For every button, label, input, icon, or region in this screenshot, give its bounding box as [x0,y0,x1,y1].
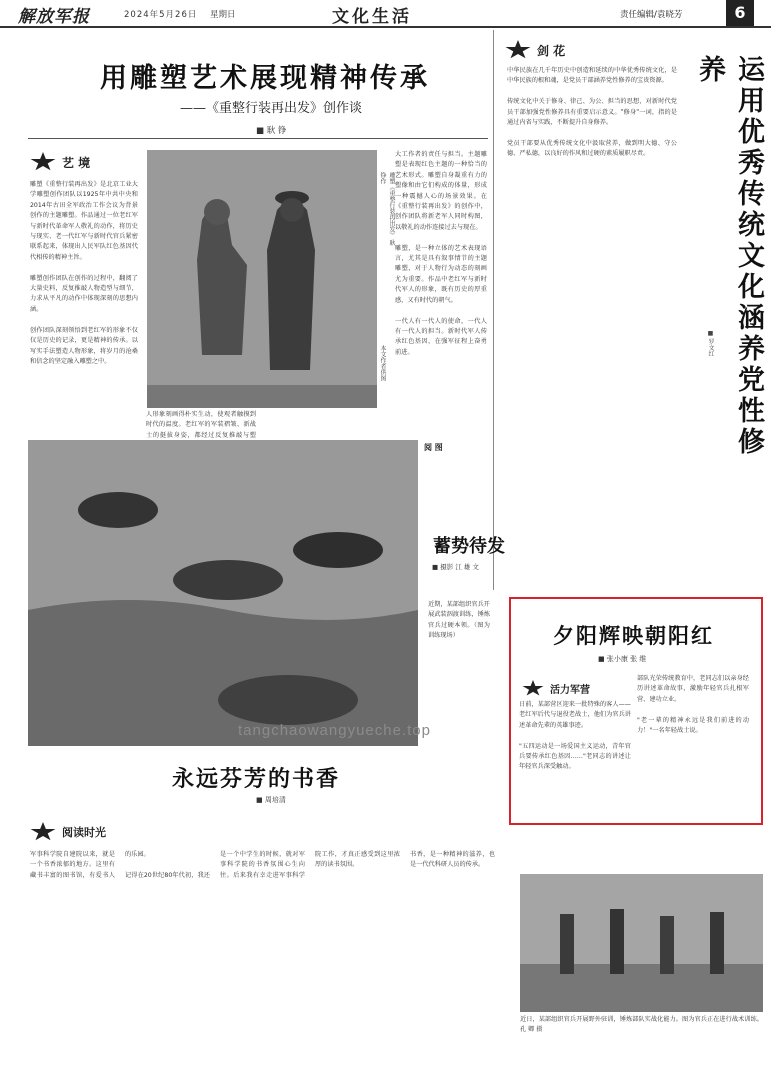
star-icon [522,680,544,697]
article2-author: ■ 罗文红 [707,330,714,357]
article5-author: ■ 周培清 [256,796,286,804]
article1-body-left: 雕塑《重整行装再出发》是北京工业大学雕塑创作团队以1925年中共中央和2014年古田全军政治工作会议为背景创作的主题雕塑。作品通过一位老红军与新时代革命军人敬礼的动作，将历史与现实、老一代红军与新时代官兵紧密联系起来，体现出人民军队红色基因代代相传的精神主旨。 雕塑创作团队在创作的过程中，翻阅了大量史料，反复推敲人物造型与细节，力求从平凡的动作中体现深刻的思想内涵。 创作团队深刻领悟到老红军的形象不仅仅是历史的记录，更是精神的传承。以写实手法塑造人物形象，将岁月的沧桑和信念的坚定融入雕塑之中。 [30,181,138,365]
training-photo [520,874,763,1012]
swimmers-icon [28,440,418,746]
column-label: 阅读时光 [62,826,106,839]
column-label: 活力军营 [550,685,590,696]
article2-body: 中华民族在几千年历史中创造和延续的中华优秀传统文化，是中华民族的根和魂，是党员干部涵养党性修养的宝贵资源。 传统文化中关于修身、律己、为公、担当的思想，对新时代党员干部加强党性修养具有重要启示意义。"修身"一词，指的是通过内省与实践，不断提升自身修养。 党员干部要从优秀传统文化中汲取营养，做到明大德、守公德、严私德，以良好的作风和过硬的素质履职尽责。 [507,67,677,158]
column-header-jianhua [505,40,565,60]
page-number: 6 [726,0,754,26]
column-header-huoli [522,680,590,697]
star-icon [30,152,56,172]
star-icon [505,40,531,60]
section-title: 文化生活 [332,7,412,27]
article4-body-right: 部队光荣传统教育中，老同志们以亲身经历讲述革命故事，激励年轻官兵扎根军营、建功立业。 "老一辈的精神永远是我们前进的动力！"一名年轻战士说。 [637,675,749,735]
article3-title: 蓄势待发 [433,536,505,557]
article1-body-bottom: 人形象刻画得朴实生动，使观者触摸到时代的温度。老红军的军装褶皱、新战士的挺拔身姿，都经过反复推敲与塑 [146,411,256,439]
article4-author: ■ 张小康 张 维 [598,655,647,663]
article4-title: 夕阳辉映朝阳红 [553,623,714,648]
divider [28,138,488,139]
article2-title: 运用优秀传统文化涵养党性修养 [694,55,764,458]
article5-body: 军事科学院自建院以来，就是一个书香浓郁的地方。这里有藏书丰富的图书馆，有爱书人的乐园。 记得在20世纪80年代初，我还是一个中学生的时候，就对军事科学院的书香氛围心生向往。后来我有幸走进军事科学院工作，才真正感受到这里浓厚的读书氛围。 书香，是一种精神的滋养，也是一代代科研人员的传承。 [30,851,495,879]
article4-body-left: 日前，某部营区迎来一批特殊的客人——老红军后代与退役老战士，他们为官兵讲述革命先辈的英雄事迹。 "五四运动是一场爱国主义运动，青年官兵要传承红色基因……"老同志的讲述让年轻官兵深受触动。 [519,701,631,771]
column-header-yuedu [30,822,106,842]
article1-title: 用雕塑艺术展现精神传承 [100,63,430,94]
sculpture-photo [147,150,377,408]
column-label: 艺 境 [62,155,91,170]
watermark: tangchaowangyueche.top [238,722,431,739]
column-header-yijing [30,152,90,172]
column-label: 剑 花 [537,43,566,58]
article1-subtitle: ——《重整行装再出发》创作谈 [180,101,363,116]
issue-weekday: 星期日 [210,10,236,20]
swimming-photo [28,440,418,746]
column-divider [493,30,494,590]
sculpture-caption: 雕塑《重整行装再出发》 耿 铮作 [379,172,395,246]
article3-author: ■ 摄影 江 雄 文 [432,563,479,571]
photo-credit: 本文作者供图 [379,345,386,381]
sculpture-figures-icon [147,150,377,408]
article1-body-mid: 大工作者的责任与担当。主题雕塑是表现红色主题的一种恰当的艺术形式。雕塑自身凝重有力的塑像和由它们构成的体量，形成一种震撼人心的场景效果。在《重整行装再出发》的创作中，创作团队将新老军人同时构图，以敬礼的动作连接过去与现在。 雕塑，是一种立体的艺术表现语言，尤其是具有叙事情节的主题雕塑，对于人物行为动态的刻画尤为重要。作品中老红军与新时代军人的形象，既有历史的厚重感，又有时代的朝气。 一代人有一代人的使命，一代人有一代人的担当。新时代军人传承红色基因，在强军征程上奋勇前进。 [395,151,487,356]
article1-author: ■ 耿 铮 [256,126,287,136]
article3-caption: 近期，某部组织官兵开展武装泅渡训练，锤炼官兵过硬本领。（图为训练现场） [428,601,490,640]
editor-credit: 责任编辑/袁晓芳 [620,10,683,20]
bottom-photo-caption: 近日，某部组织官兵开展野外驻训，锤炼部队实战化能力。图为官兵正在进行战术训练。 孔 卿 摄 [520,1016,765,1034]
newspaper-logo: 解放军报 [18,7,90,27]
article5-title: 永远芬芳的书香 [172,766,341,792]
issue-date: 2024年5月26日 [124,10,198,20]
star-icon [30,822,56,842]
soldiers-icon [520,874,763,1012]
article3-column: 阅 图 [424,443,443,452]
